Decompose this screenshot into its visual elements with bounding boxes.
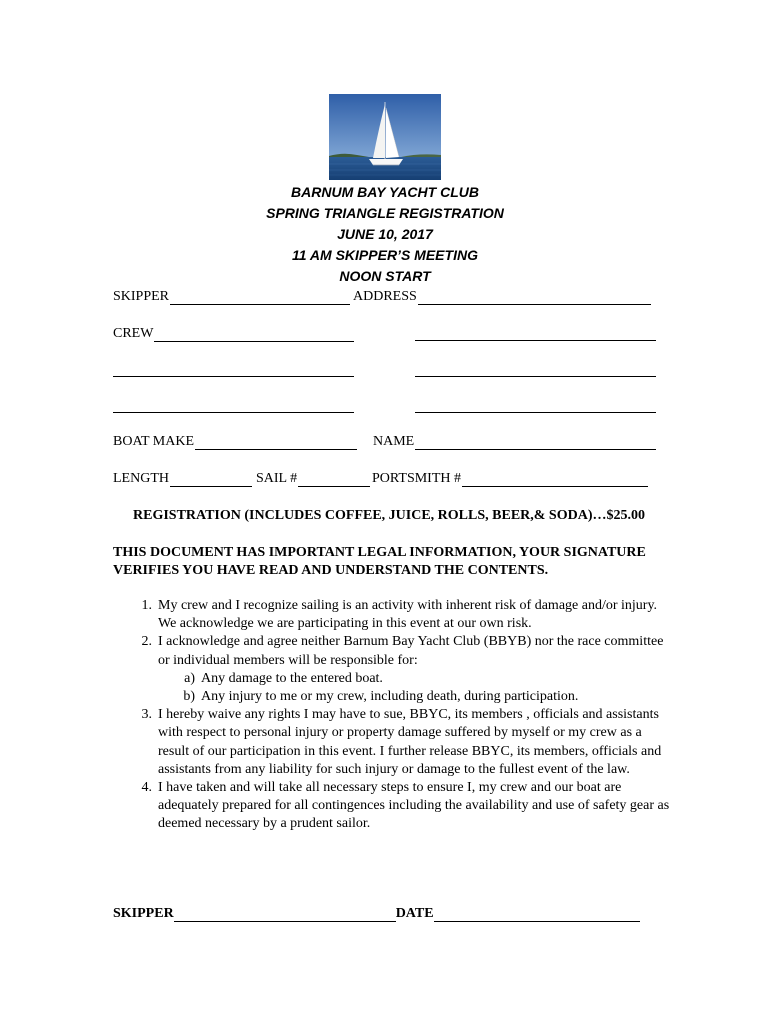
sub-item-letter: a) — [184, 670, 195, 686]
waiver-terms-list — [113, 597, 673, 834]
skipper-signature-label: SKIPPER — [113, 906, 174, 921]
boat-make-blank[interactable] — [195, 435, 357, 450]
sailboat-photo — [329, 94, 441, 180]
boat-make-label: BOAT MAKE — [113, 434, 195, 449]
skipper-signature-blank[interactable] — [174, 907, 396, 922]
portsmith-field[interactable] — [372, 471, 648, 487]
address-blank[interactable] — [418, 290, 651, 305]
boat-make-field[interactable] — [113, 434, 357, 450]
crew-blank-6[interactable] — [415, 412, 656, 413]
list-item-text: I have taken and will take all necessary steps to ensure I, my crew and our boat are adequately prepared for all contingences including the availability and use of safety gear as deemed necessary by a prudent sailor. — [158, 780, 670, 832]
list-item — [113, 633, 673, 669]
list-item-text: I acknowledge and agree neither Barnum Bay Yacht Club (BBYB) nor the race committee or individual members will be responsible for: — [158, 634, 664, 668]
list-item-text: My crew and I recognize sailing is an activity with inherent risk of damage and/or injury. We acknowledge we are participating in this event at our own risk. — [158, 598, 658, 632]
list-item — [113, 706, 673, 779]
crew-blank-1[interactable] — [154, 327, 354, 342]
sail-number-blank[interactable] — [298, 472, 370, 487]
heading-line-club: BARNUM BAY YACHT CLUB — [291, 184, 479, 200]
crew-blank-3[interactable] — [113, 376, 354, 377]
heading-line-event: SPRING TRIANGLE REGISTRATION — [266, 205, 504, 221]
crew-field[interactable] — [113, 326, 354, 342]
sub-item — [113, 670, 673, 688]
registration-fee: REGISTRATION (INCLUDES COFFEE, JUICE, ROLLS, BEER,& SODA)…$25.00 — [133, 508, 645, 523]
sail-number-field[interactable] — [256, 471, 370, 487]
date-label: DATE — [395, 906, 434, 921]
boat-name-label: NAME — [373, 434, 415, 449]
event-heading — [0, 182, 770, 287]
crew-label: CREW — [113, 326, 154, 341]
length-label: LENGTH — [113, 471, 169, 486]
sub-item-text: Any injury to me or my crew, including death, during participation. — [201, 689, 579, 705]
heading-line-meeting: 11 AM SKIPPER’S MEETING — [292, 247, 478, 263]
signature-row — [113, 906, 640, 922]
list-item-number: 1. — [141, 598, 152, 613]
list-item-number: 2. — [141, 634, 152, 650]
list-item-number: 4. — [141, 780, 152, 796]
date-blank[interactable] — [434, 907, 640, 922]
skipper-field[interactable] — [113, 289, 350, 305]
crew-blank-4[interactable] — [415, 376, 656, 377]
boat-name-field[interactable] — [373, 434, 656, 450]
crew-blank-5[interactable] — [113, 412, 354, 413]
heading-line-start: NOON START — [339, 268, 431, 284]
sub-item — [113, 688, 673, 706]
address-label: ADDRESS — [353, 289, 417, 304]
address-field[interactable] — [353, 289, 651, 305]
list-item-text: I hereby waive any rights I may have to sue, BBYC, its members , officials and assistants with respect to personal injury or property damage suffered by myself or my crew as a result of our participation in this event. I further release BBYC, its members, officials and assistants from any liability for such injury or damage to the fullest event of the law. — [158, 707, 662, 777]
sub-item-text: Any damage to the entered boat. — [201, 670, 383, 686]
length-field[interactable] — [113, 471, 252, 487]
legal-notice-line-1: THIS DOCUMENT HAS IMPORTANT LEGAL INFORMATION, YOUR SIGNATURE — [113, 545, 646, 560]
length-blank[interactable] — [170, 472, 252, 487]
legal-notice-line-2: VERIFIES YOU HAVE READ AND UNDERSTAND THE CONTENTS. — [113, 563, 549, 578]
list-item-number: 3. — [141, 707, 152, 723]
skipper-blank[interactable] — [170, 290, 350, 305]
sub-item-letter: b) — [183, 689, 195, 705]
crew-blank-2[interactable] — [415, 340, 656, 341]
list-item — [113, 597, 673, 633]
skipper-label: SKIPPER — [113, 289, 170, 304]
portsmith-blank[interactable] — [462, 472, 648, 487]
list-item — [113, 779, 673, 834]
sail-number-label: SAIL # — [256, 471, 298, 486]
portsmith-label: PORTSMITH # — [372, 471, 462, 486]
heading-line-date: JUNE 10, 2017 — [337, 226, 433, 242]
boat-name-blank[interactable] — [415, 435, 656, 450]
